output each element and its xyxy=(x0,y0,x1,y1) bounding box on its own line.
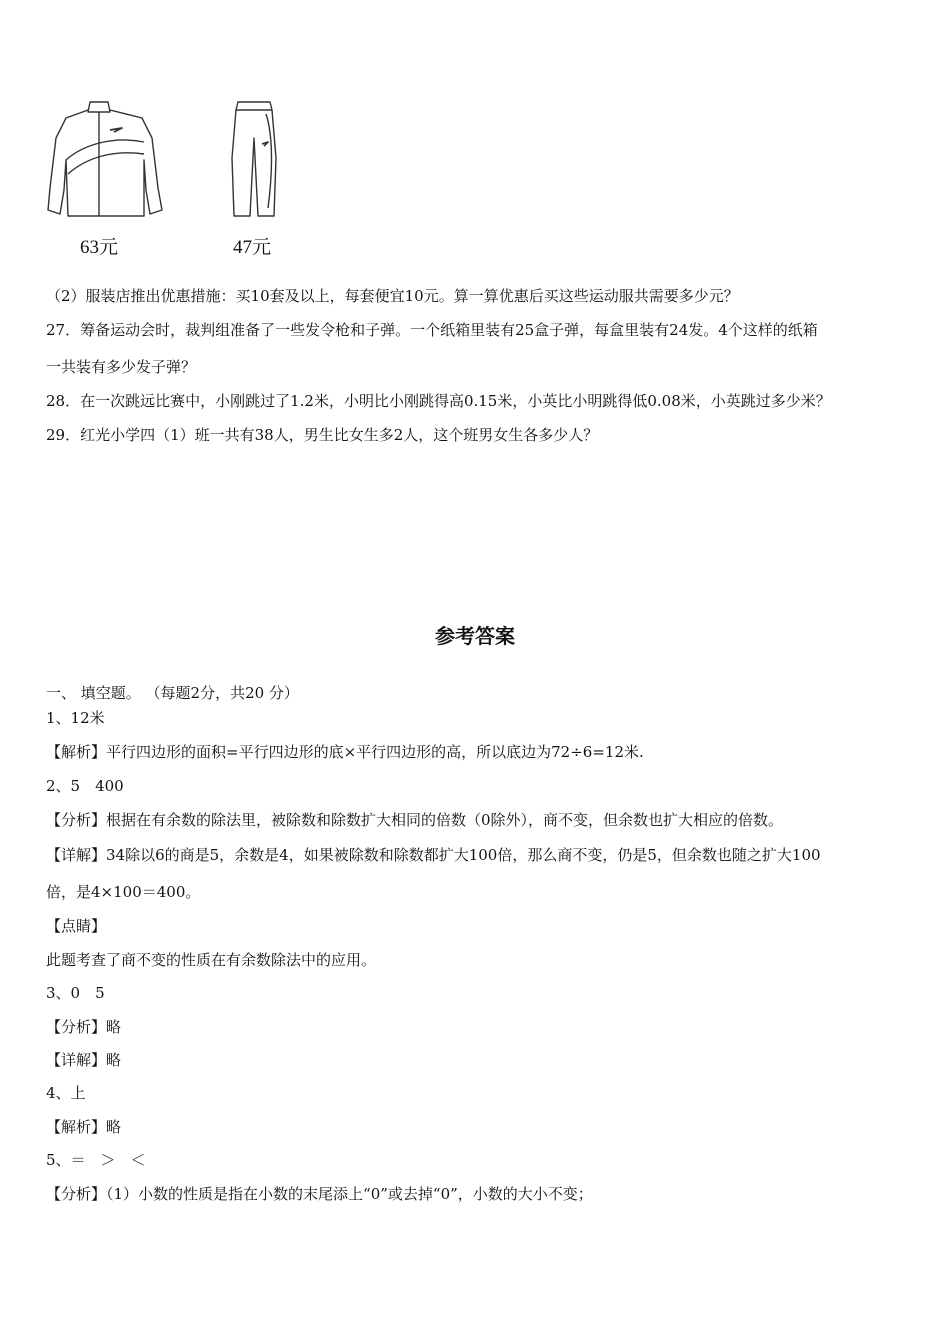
question-26-2: （2）服装店推出优惠措施：买10套及以上，每套便宜10元。算一算优惠后买这些运动服共需要多少元？ xyxy=(46,287,739,305)
answer-2-tip-label: 【点睛】 xyxy=(46,917,107,935)
answer-2-detail-cont: 倍，是4×100＝400。 xyxy=(46,883,201,901)
pants-price: 47元 xyxy=(233,237,272,258)
answer-3-analysis: 【分析】略 xyxy=(46,1018,122,1036)
answer-2-analysis: 【分析】根据在有余数的除法里，被除数和除数扩大相同的倍数（0除外），商不变，但余数也扩大相应的倍数。 xyxy=(46,811,784,829)
answer-4-analysis: 【解析】略 xyxy=(46,1118,122,1136)
answer-2-tip: 此题考查了商不变的性质在有余数除法中的应用。 xyxy=(46,951,377,969)
answer-1: 1、12米 xyxy=(46,709,105,727)
question-28: 28．在一次跳远比赛中，小刚跳过了1.2米，小明比小刚跳得高0.15米，小英比小明跳得低0.08米，小英跳过多少米？ xyxy=(46,392,831,410)
answer-5: 5、＝ ＞ ＜ xyxy=(46,1151,146,1169)
jacket-illustration xyxy=(44,98,164,223)
answer-2-detail: 【详解】34除以6的商是5，余数是4，如果被除数和除数都扩大100倍，那么商不变，仍是5，但余数也随之扩大100 xyxy=(46,846,821,864)
answer-2: 2、5 400 xyxy=(46,777,124,795)
answer-5-analysis: 【分析】（1）小数的性质是指在小数的末尾添上“0”或去掉“0”，小数的大小不变； xyxy=(46,1185,593,1203)
question-29: 29．红光小学四（1）班一共有38人，男生比女生多2人，这个班男女生各多少人？ xyxy=(46,426,599,444)
pants-illustration xyxy=(224,98,284,223)
answer-3-detail: 【详解】略 xyxy=(46,1051,122,1069)
question-27: 27．筹备运动会时，裁判组准备了一些发令枪和子弹。一个纸箱里装有25盒子弹，每盒里装有24发。4个这样的纸箱 xyxy=(46,321,818,339)
jacket-price: 63元 xyxy=(80,237,119,258)
section-heading: 一、 填空题。 （每题2分，共20 分） xyxy=(46,684,299,702)
answer-4: 4、上 xyxy=(46,1084,86,1102)
answer-1-analysis: 【解析】平行四边形的面积=平行四边形的底×平行四边形的高，所以底边为72÷6=12米. xyxy=(46,743,644,761)
question-27-cont: 一共装有多少发子弹？ xyxy=(46,358,197,376)
answers-title: 参考答案 xyxy=(435,624,515,648)
answer-3: 3、0 5 xyxy=(46,984,105,1002)
